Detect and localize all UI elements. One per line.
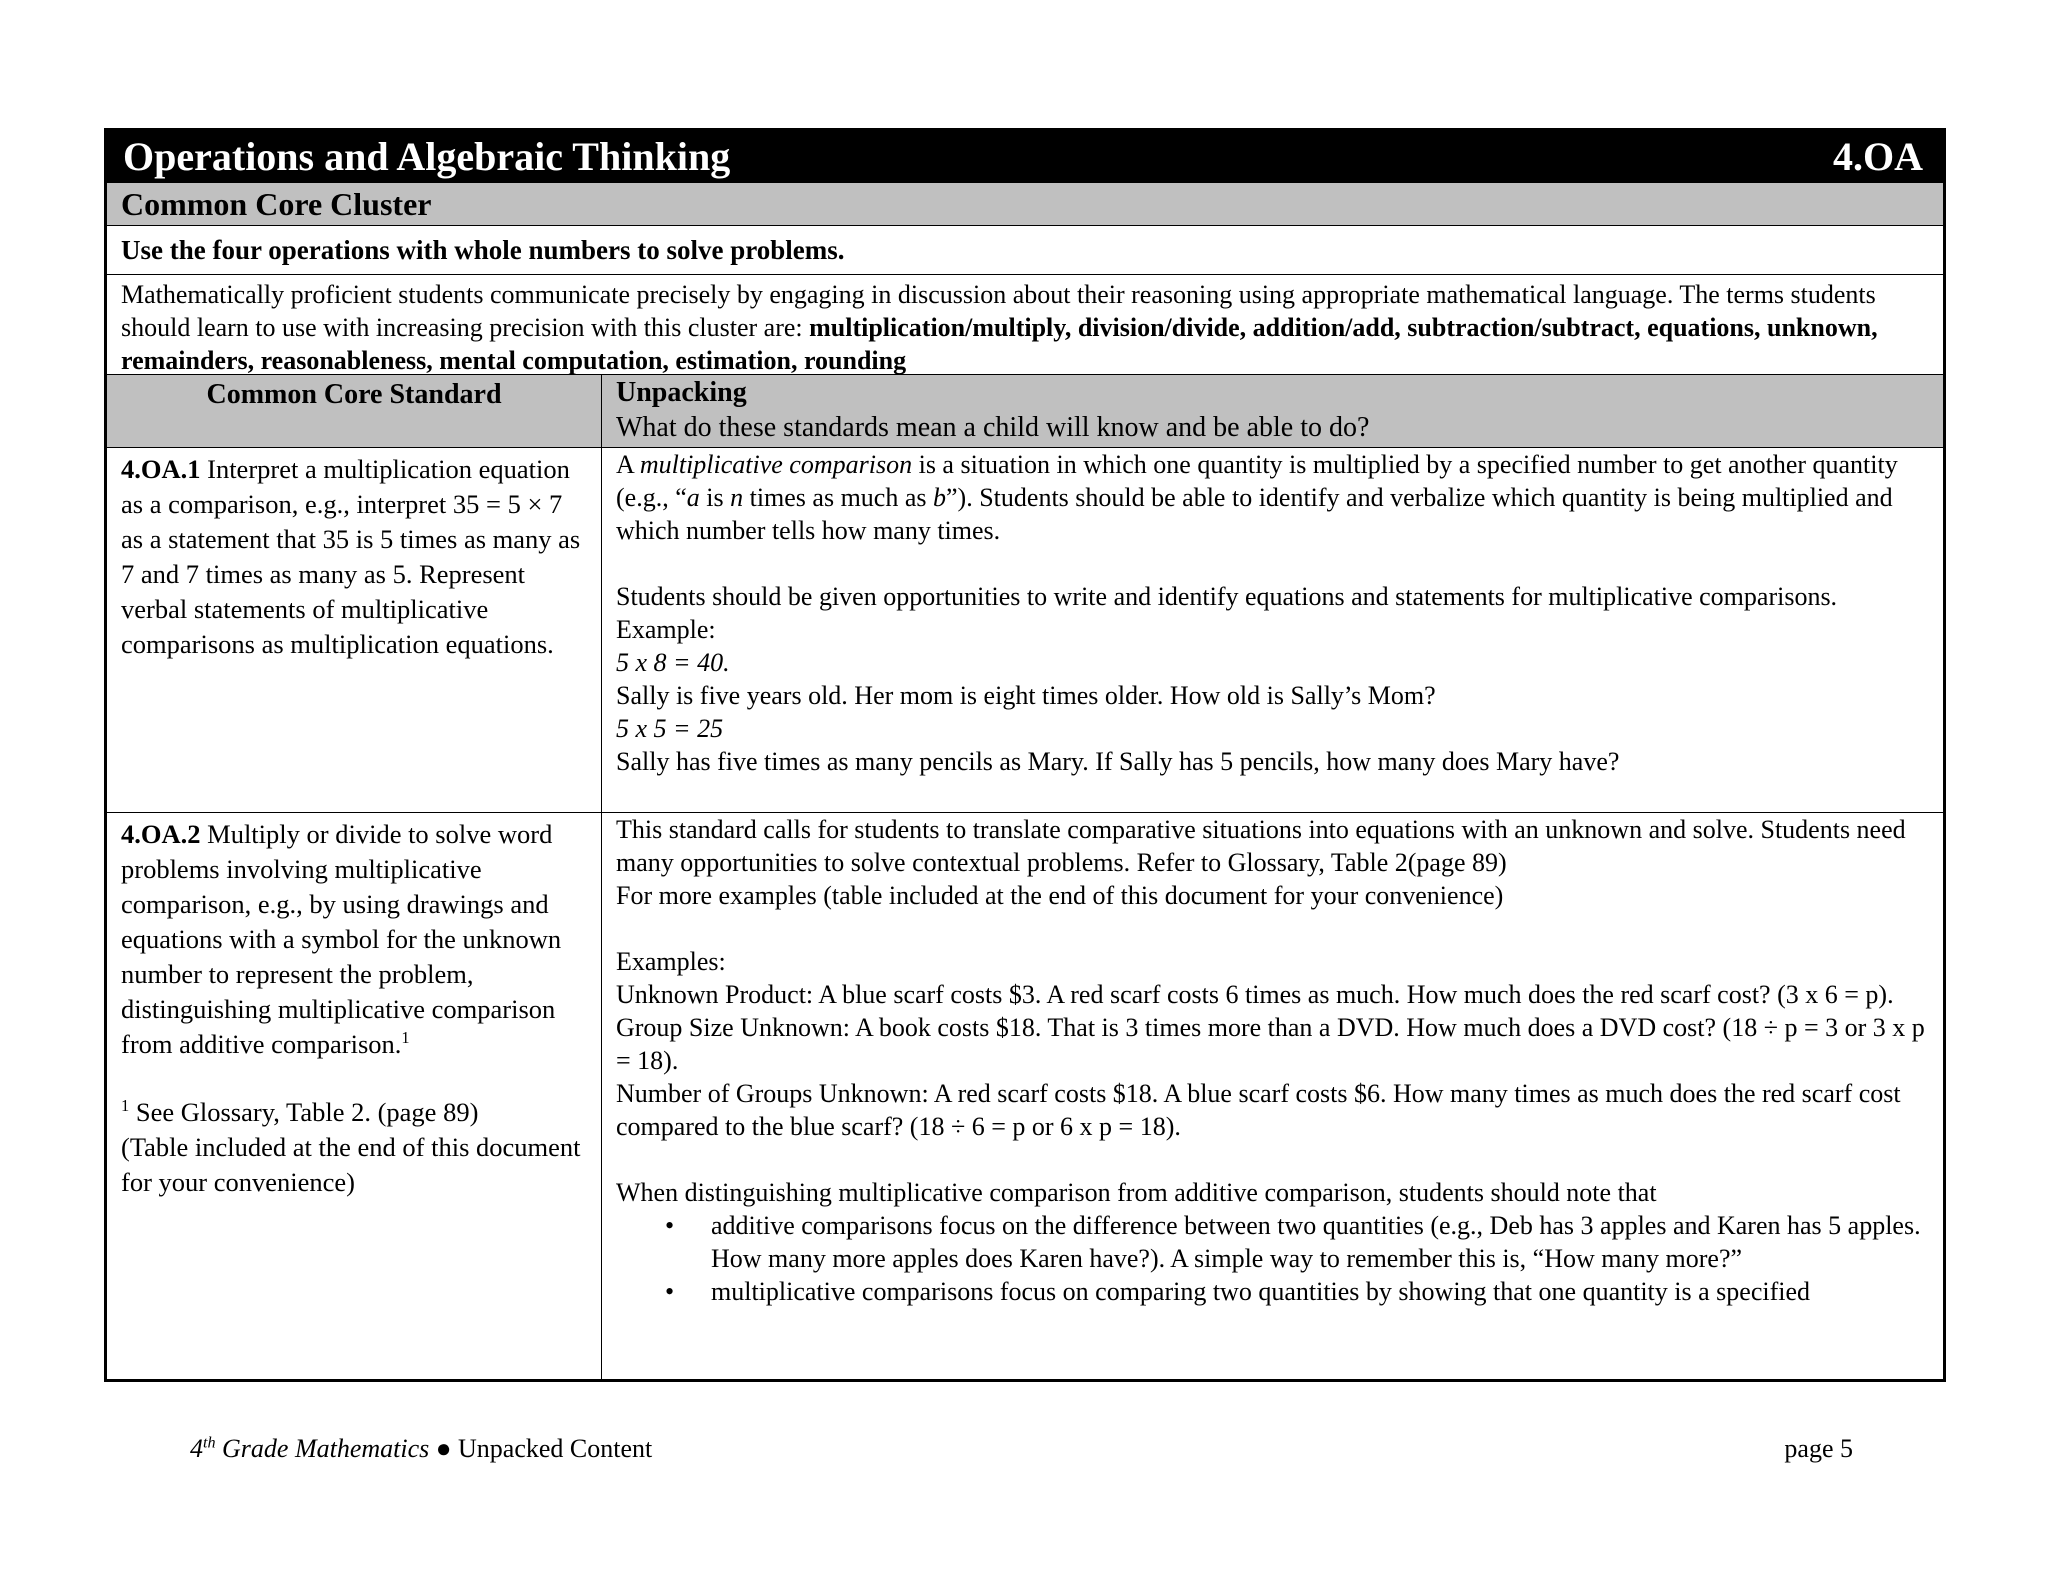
text-run: 4 — [190, 1434, 203, 1463]
spacer — [616, 1143, 1933, 1176]
text-run: Grade Mathematics — [215, 1434, 430, 1463]
text-run: th — [203, 1434, 216, 1452]
example-equation — [616, 712, 1933, 745]
text-run: b — [933, 483, 947, 512]
unpacking-cell — [602, 448, 1943, 812]
example-equation — [616, 646, 1933, 679]
text-run: ”). Students should be able to identify and verbalize which quantity is being multiplied and which number tells how many times. — [616, 483, 1893, 545]
example-story: Sally is five years old. Her mom is eight times older. How old is Sally’s Mom? — [616, 681, 1436, 710]
text-run: a — [686, 483, 700, 512]
example-item: Number of Groups Unknown: A red scarf costs $18. A blue scarf costs $6. How many times as much does the red scarf cost compared to the blue scarf? (18 ÷ 6 = p or 6 x p = 18). — [616, 1079, 1901, 1141]
example-story: Sally has five times as many pencils as Mary. If Sally has 5 pencils, how many does Mary have? — [616, 747, 1620, 776]
text-run: n — [730, 483, 744, 512]
table-header-row — [107, 375, 1943, 448]
unpacking-column-header — [602, 375, 1943, 447]
domain-banner — [107, 131, 1943, 183]
examples-label: Examples: — [616, 947, 726, 976]
spacer — [616, 547, 1933, 580]
bullet-icon: • — [665, 1211, 675, 1240]
standard-code: 4.OA.1 — [121, 454, 201, 484]
intro-paragraph — [107, 275, 1943, 375]
text-run: See Glossary, Table 2. (page 89) — [129, 1097, 479, 1127]
cluster-heading: Common Core Cluster — [107, 183, 1943, 226]
standard-text: Interpret a multiplication equation as a comparison, e.g., interpret 35 = 5 × 7 as a statement that 35 is 5 times as many as 7 and 7 times as many as 5. Represent verbal statements of multiplicative comparisons as multiplication equations. — [121, 454, 581, 659]
intro-terms: multiplication/multiply, division/divide, addition/add, subtraction/subtract, equations, unknown, remainders, reasonableness, mental computation, estimation, rounding — [121, 313, 1878, 375]
standard-cell — [107, 448, 602, 812]
standard-paragraph — [121, 817, 587, 1062]
table-row — [107, 813, 1943, 1382]
text-run: is a situation in which one quantity is multiplied by a specified number to get another quantity (e.g., “ — [616, 450, 1898, 512]
unpacking-paragraph: This standard calls for students to translate comparative situations into equations with an unknown and solve. Students need many opportunities to solve contextual problems. Refer to Glossary, Table 2(page 89) — [616, 815, 1906, 877]
example-label: Example: — [616, 615, 716, 644]
footer-separator: ● — [429, 1434, 458, 1463]
text-run: 5 x 5 = 25 — [616, 714, 724, 743]
standard-code: 4.OA.2 — [121, 819, 201, 849]
spacer — [616, 912, 1933, 945]
example-item: Group Size Unknown: A book costs $18. That is 3 times more than a DVD. How much does a DVD cost? (18 ÷ p = 3 or 3 x p = 18). — [616, 1013, 1925, 1075]
domain-title: Operations and Algebraic Thinking — [123, 134, 731, 179]
text-run: A — [616, 450, 640, 479]
footnote — [121, 1095, 587, 1200]
cluster-name: Use the four operations with whole numbers to solve problems. — [107, 226, 1943, 275]
comparison-bullets — [616, 1209, 1933, 1308]
table-row — [107, 448, 1943, 813]
example-item: Unknown Product: A blue scarf costs $3. A red scarf costs 6 times as much. How much does the red scarf cost? (3 x 6 = p). — [616, 980, 1894, 1009]
page-number: page 5 — [1784, 1434, 1853, 1463]
unpacking-paragraph — [616, 448, 1933, 547]
document-frame — [104, 128, 1946, 1382]
unpacking-paragraph: For more examples (table included at the end of this document for your convenience) — [616, 881, 1504, 910]
unpacking-paragraph: Students should be given opportunities to write and identify equations and statements for multiplicative comparisons. — [616, 582, 1838, 611]
bullet-icon: • — [665, 1277, 675, 1306]
footer-left — [190, 1434, 652, 1464]
intro-text: Mathematically proficient students communicate precisely by engaging in discussion about their reasoning using appropriate mathematical language. The terms students should learn to use with increasing precision with this cluster are: — [121, 280, 1876, 342]
unpacking-paragraph: When distinguishing multiplicative comparison from additive comparison, students should note that — [616, 1178, 1657, 1207]
list-item — [665, 1275, 1933, 1308]
unpacking-cell — [602, 813, 1943, 1382]
text-run: multiplicative comparison — [639, 450, 913, 479]
domain-code: 4.OA — [1833, 134, 1923, 179]
text-run: additive comparisons focus on the difference between two quantities (e.g., Deb has 3 apples and Karen has 5 apples. How many more apples does Karen have?). A simple way to remember this is, “How many more?” — [711, 1211, 1921, 1273]
page-footer — [190, 1434, 1853, 1464]
standard-cell — [107, 813, 602, 1382]
footer-doc-name: Unpacked Content — [458, 1434, 653, 1463]
footnote-mark: 1 — [121, 1096, 130, 1116]
list-item — [665, 1209, 1933, 1275]
footnote-ref: 1 — [401, 1028, 410, 1048]
text-run: times as much as — [743, 483, 934, 512]
standard-text: Multiply or divide to solve word problems involving multiplicative comparison, e.g., by using drawings and equations with a symbol for the unknown number to represent the problem, distinguishing multiplicative comparison from additive comparison. — [121, 819, 562, 1059]
text-run: 5 x 8 = 40. — [616, 648, 730, 677]
standard-column-header: Common Core Standard — [107, 375, 602, 447]
text-run: is — [699, 483, 731, 512]
unpacking-subtitle: What do these standards mean a child will know and be able to do? — [616, 412, 1370, 443]
unpacking-title: Unpacking — [616, 377, 747, 408]
text-run: (Table included at the end of this document for your convenience) — [121, 1132, 581, 1197]
spacer — [121, 1062, 587, 1095]
text-run: multiplicative comparisons focus on comparing two quantities by showing that one quantity is a specified — [711, 1277, 1811, 1306]
